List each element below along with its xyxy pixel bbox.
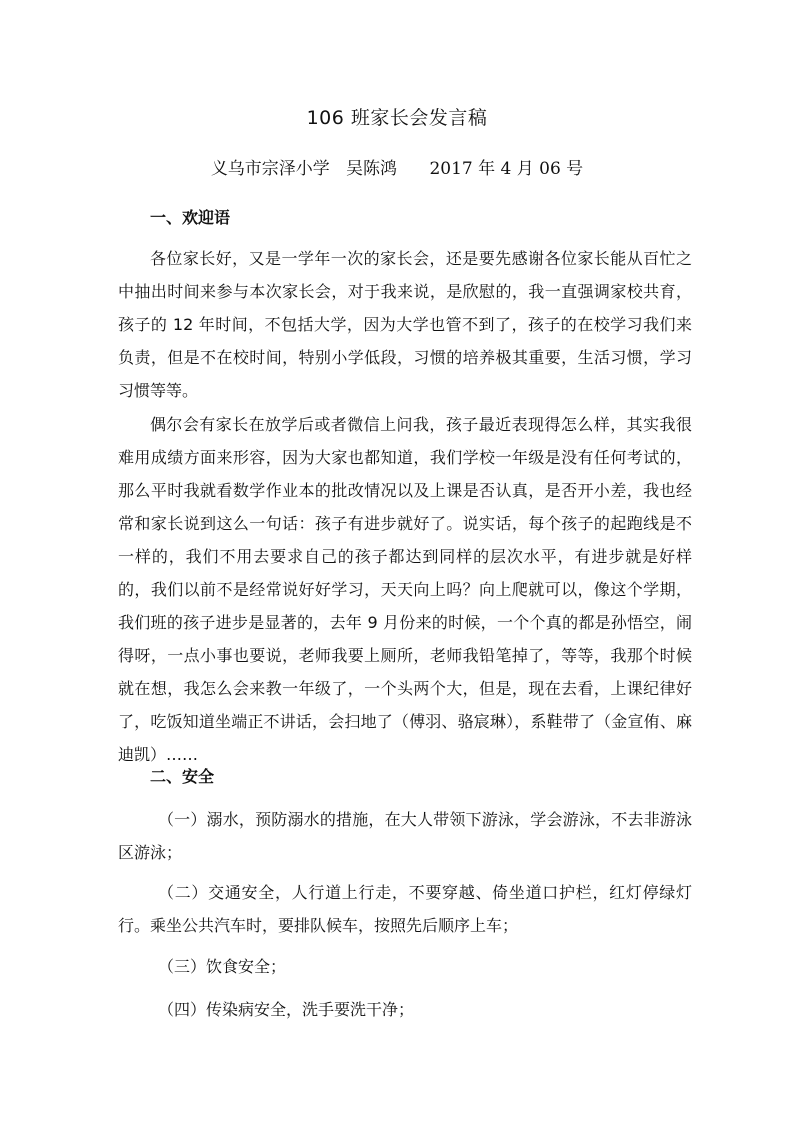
welcome-body xyxy=(118,242,692,407)
welcome-paragraph-2: 偶尔会有家长在放学后或者微信上问我，孩子最近表现得怎么样，其实我很难用成绩方面来形容，因为大家也都知道，我们学校一年级是没有任何考试的，那么平时我就看数学作业本的批改情况以及上课是否认真，是否开小差，我也经常和家长说到这么一句话：孩子有进步就好了。说实话，每个孩子的起跑线是不一样的，我们不用去要求自己的孩子都达到同样的层次水平，有进步就是好样的，我们以前不是经常说好好学习，天天向上吗？向上爬就可以，像这个学期，我们班的孩子进步是显著的，去年 9 月份来的时候，一个个真的都是孙悟空，闹得呀，一点小事也要说，老师我要上厕所，老师我铅笔掉了，等等，我那个时候就在想，我怎么会来教一年级了，一个头两个大，但是，现在去看，上课纪律好了，吃饭知道坐端正不讲话，会扫地了（傅羽、骆宸琳），系鞋带了（金宣侑、麻迪凯）…… xyxy=(118,415,692,764)
safety-item-food: （三）饮食安全； xyxy=(158,957,287,976)
safety-item-disease: （四）传染病安全，洗手要洗干净； xyxy=(158,1000,415,1019)
welcome-paragraph-1: 各位家长好，又是一学年一次的家长会，还是要先感谢各位家长能从百忙之中抽出时间来参与本次家长会，对于我来说，是欣慰的，我一直强调家校共育，孩子的 12 年时间，不包括大学，因为大学也管不到了，孩子的在校学习我们来负责，但是不在校时间，特别小学低段，习惯的培养极其重要，生活习惯，学习习惯等等。 xyxy=(118,249,692,400)
document-title: 106 班家长会发言稿 xyxy=(306,107,488,129)
section-heading-safety: 二、安全 xyxy=(150,767,215,786)
section-heading-welcome: 一、欢迎语 xyxy=(150,208,231,227)
safety-item-traffic: （二）交通安全，人行道上行走，不要穿越、倚坐道口护栏，红灯停绿灯行。乘坐公共汽车时，要排队候车，按照先后顺序上车； xyxy=(118,883,692,935)
welcome-body-2 xyxy=(118,408,692,771)
author-date-line: 义乌市宗泽小学 吴陈鸿 2017 年 4 月 06 号 xyxy=(210,159,584,179)
safety-item-drowning: （一）溺水，预防溺水的措施，在大人带领下游泳，学会游泳，不去非游泳区游泳； xyxy=(118,810,692,862)
